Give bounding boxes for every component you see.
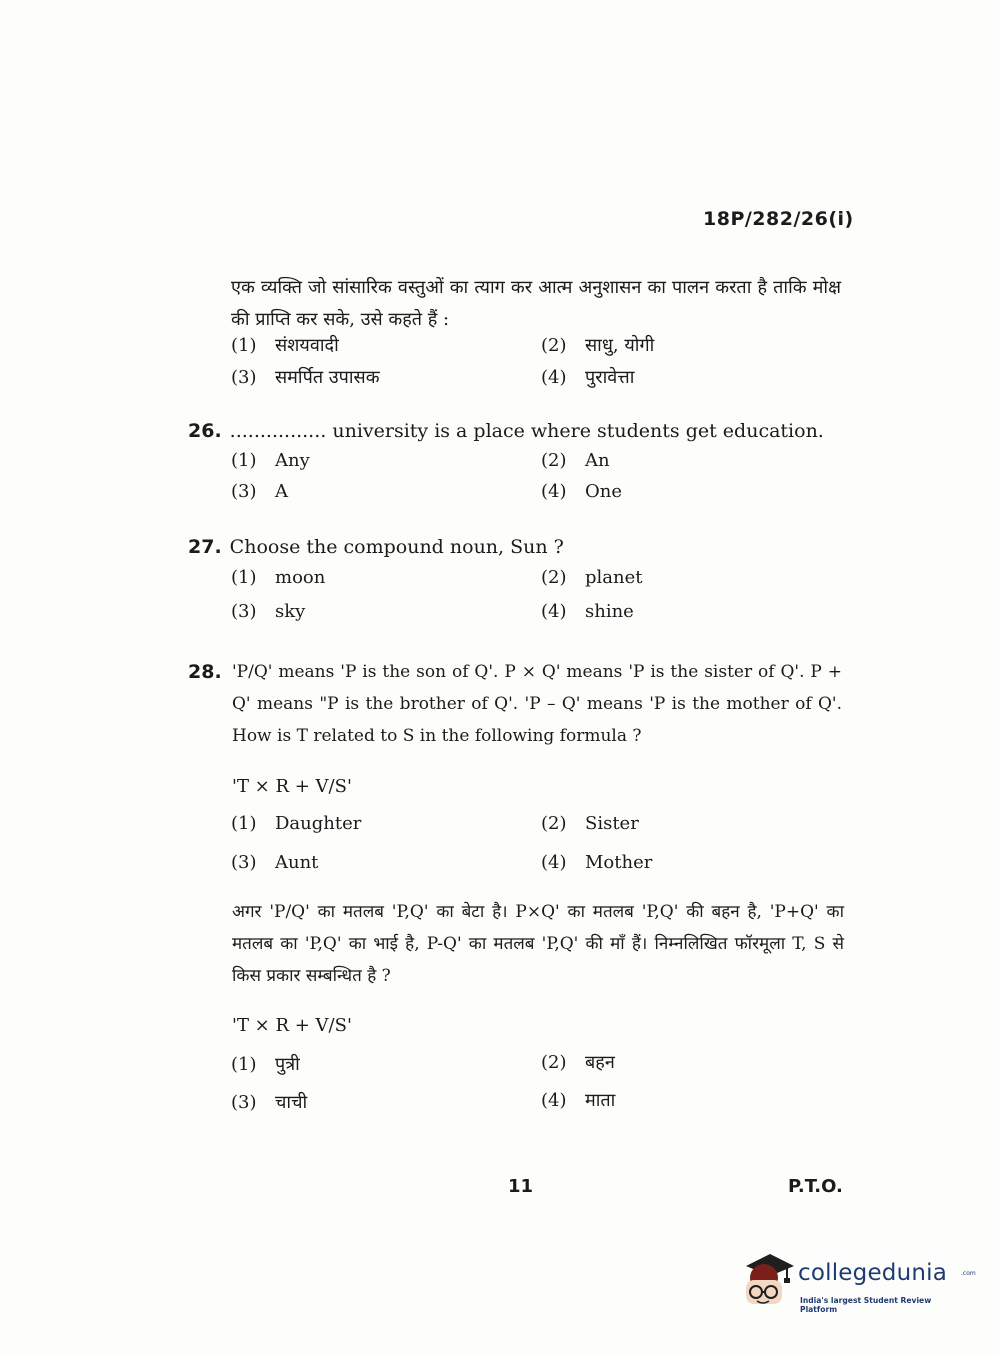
option-text: पुत्री bbox=[275, 1054, 300, 1075]
option-number: (3) bbox=[231, 1092, 257, 1113]
option-number: (4) bbox=[541, 481, 567, 502]
page-number: 11 bbox=[508, 1176, 534, 1197]
option-number: (1) bbox=[231, 335, 257, 356]
q28-hindi-option-2 bbox=[541, 1050, 615, 1074]
option-text: Sister bbox=[585, 813, 639, 834]
option-number: (1) bbox=[231, 813, 257, 834]
option-number: (2) bbox=[541, 567, 567, 588]
pto-label: P.T.O. bbox=[788, 1176, 843, 1197]
option-number: (1) bbox=[231, 567, 257, 588]
q27-option-1 bbox=[231, 567, 325, 588]
option-text: बहन bbox=[585, 1052, 615, 1073]
option-text: माता bbox=[585, 1090, 616, 1111]
q28-hindi-option-4 bbox=[541, 1088, 615, 1112]
q28-question-text: 'P/Q' means 'P is the son of Q'. P × Q' means 'P is the sister of Q'. P + Q' means "P is the brother of Q'. 'P – Q' means 'P is the mother of Q'. How is T related to S in the following formula ? bbox=[232, 662, 842, 746]
option-text: Daughter bbox=[275, 813, 362, 834]
option-text: Mother bbox=[585, 852, 653, 873]
option-text: planet bbox=[585, 567, 643, 588]
brand-name: collegedunia bbox=[798, 1260, 948, 1286]
option-number: (4) bbox=[541, 367, 567, 388]
option-text: moon bbox=[275, 567, 326, 588]
q26-option-2 bbox=[541, 450, 610, 471]
option-text: One bbox=[585, 481, 623, 502]
q28-option-1 bbox=[231, 813, 361, 834]
collegedunia-logo bbox=[740, 1248, 976, 1318]
option-text: चाची bbox=[275, 1092, 308, 1113]
q28-hindi-option-1 bbox=[231, 1052, 300, 1076]
option-text: पुरावेत्ता bbox=[585, 367, 635, 388]
q28-number bbox=[188, 656, 230, 688]
q26-option-3 bbox=[231, 481, 288, 502]
option-number: (2) bbox=[541, 335, 567, 356]
q26-option-4 bbox=[541, 481, 622, 502]
q27-question bbox=[188, 531, 564, 563]
option-text: साधु, योगी bbox=[585, 335, 655, 356]
option-number: (1) bbox=[231, 1054, 257, 1075]
option-number: (2) bbox=[541, 1052, 567, 1073]
question-number: 26. bbox=[188, 420, 222, 442]
q27-option-4 bbox=[541, 601, 634, 622]
option-text: shine bbox=[585, 601, 634, 622]
q28-hindi-option-3 bbox=[231, 1090, 307, 1114]
question-number: 28. bbox=[188, 661, 222, 683]
option-text: Any bbox=[275, 450, 310, 471]
question-text: ................ university is a place where students get education. bbox=[229, 420, 824, 442]
option-number: (1) bbox=[231, 450, 257, 471]
q26-question bbox=[188, 415, 824, 447]
paper-code: 18P/282/26(i) bbox=[703, 208, 854, 230]
q28-option-2 bbox=[541, 813, 639, 834]
option-number: (3) bbox=[231, 481, 257, 502]
q25-hindi-option-4 bbox=[541, 365, 634, 389]
option-text: An bbox=[585, 450, 610, 471]
q25-hindi-option-1 bbox=[231, 333, 339, 357]
question-number: 27. bbox=[188, 536, 222, 558]
q25-hindi-text: एक व्यक्ति जो सांसारिक वस्तुओं का त्याग कर आत्म अनुशासन का पालन करता है ताकि मोक्ष की प्राप्ति कर सके, उसे कहते हैं : bbox=[231, 277, 841, 330]
q25-hindi-option-3 bbox=[231, 365, 380, 389]
q28-formula: 'T × R + V/S' bbox=[232, 776, 352, 797]
q25-hindi-option-2 bbox=[541, 333, 654, 357]
question-text: Choose the compound noun, Sun ? bbox=[229, 536, 564, 558]
option-text: A bbox=[275, 481, 288, 502]
q26-option-1 bbox=[231, 450, 310, 471]
option-number: (3) bbox=[231, 367, 257, 388]
option-number: (3) bbox=[231, 852, 257, 873]
option-number: (4) bbox=[541, 1090, 567, 1111]
q28-hindi-text: अगर 'P/Q' का मतलब 'P,Q' का बेटा है। P×Q' का मतलब 'P,Q' की बहन है, 'P+Q' का मतलब का 'P,Q' का भाई है, P-Q' का मतलब 'P,Q' की माँ हैं। निम्नलिखित फॉरमूला T, S से किस प्रकार सम्बन्धित है ? bbox=[232, 902, 844, 986]
mascot-icon bbox=[740, 1248, 796, 1318]
q27-option-2 bbox=[541, 567, 643, 588]
option-text: Aunt bbox=[275, 852, 319, 873]
q28-option-4 bbox=[541, 852, 652, 873]
option-text: संशयवादी bbox=[275, 335, 339, 356]
option-number: (3) bbox=[231, 601, 257, 622]
brand-domain: .com bbox=[961, 1270, 976, 1277]
q28-hindi-formula: 'T × R + V/S' bbox=[232, 1015, 352, 1036]
option-number: (2) bbox=[541, 450, 567, 471]
option-number: (4) bbox=[541, 601, 567, 622]
option-text: समर्पित उपासक bbox=[275, 367, 380, 388]
brand-tagline: India's largest Student Review Platform bbox=[800, 1296, 932, 1314]
option-text: sky bbox=[275, 601, 306, 622]
option-number: (2) bbox=[541, 813, 567, 834]
option-number: (4) bbox=[541, 852, 567, 873]
q28-option-3 bbox=[231, 852, 318, 873]
q27-option-3 bbox=[231, 601, 305, 622]
